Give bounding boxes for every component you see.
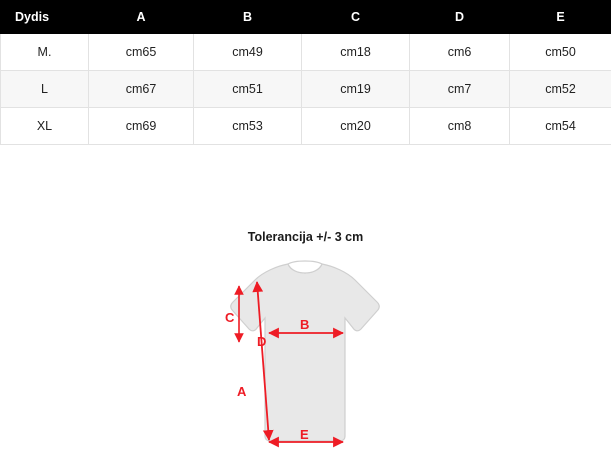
cell-a: cm67 <box>89 71 194 108</box>
size-table <box>0 0 611 145</box>
table-row <box>1 71 611 108</box>
column-header-b: B <box>194 1 302 34</box>
column-header-a: A <box>89 1 194 34</box>
cell-size: M. <box>1 34 89 71</box>
cell-c: cm19 <box>302 71 410 108</box>
cell-c: cm18 <box>302 34 410 71</box>
cell-c: cm20 <box>302 108 410 145</box>
cell-e: cm54 <box>510 108 611 145</box>
table-header-row <box>1 1 611 34</box>
measure-label-d: D <box>257 334 267 349</box>
column-header-c: C <box>302 1 410 34</box>
measure-label-c: C <box>225 310 235 325</box>
cell-b: cm49 <box>194 34 302 71</box>
measure-label-b: B <box>300 317 310 332</box>
cell-e: cm50 <box>510 34 611 71</box>
cell-size: L <box>1 71 89 108</box>
cell-a: cm69 <box>89 108 194 145</box>
cell-a: cm65 <box>89 34 194 71</box>
cell-d: cm6 <box>410 34 510 71</box>
measure-label-e: E <box>300 427 309 442</box>
tshirt-shape <box>231 261 380 441</box>
cell-d: cm8 <box>410 108 510 145</box>
column-header-size: Dydis <box>1 1 89 34</box>
table-row <box>1 108 611 145</box>
table-row <box>1 34 611 71</box>
measurement-diagram <box>0 200 611 472</box>
tolerance-note: Tolerancija +/- 3 cm <box>247 230 364 244</box>
size-table-head <box>1 1 611 34</box>
cell-b: cm51 <box>194 71 302 108</box>
measure-label-a: A <box>237 384 247 399</box>
size-table-body <box>1 34 611 145</box>
tshirt-diagram-svg <box>185 250 425 460</box>
cell-size: XL <box>1 108 89 145</box>
column-header-d: D <box>410 1 510 34</box>
cell-d: cm7 <box>410 71 510 108</box>
cell-e: cm52 <box>510 71 611 108</box>
column-header-e: E <box>510 1 611 34</box>
cell-b: cm53 <box>194 108 302 145</box>
